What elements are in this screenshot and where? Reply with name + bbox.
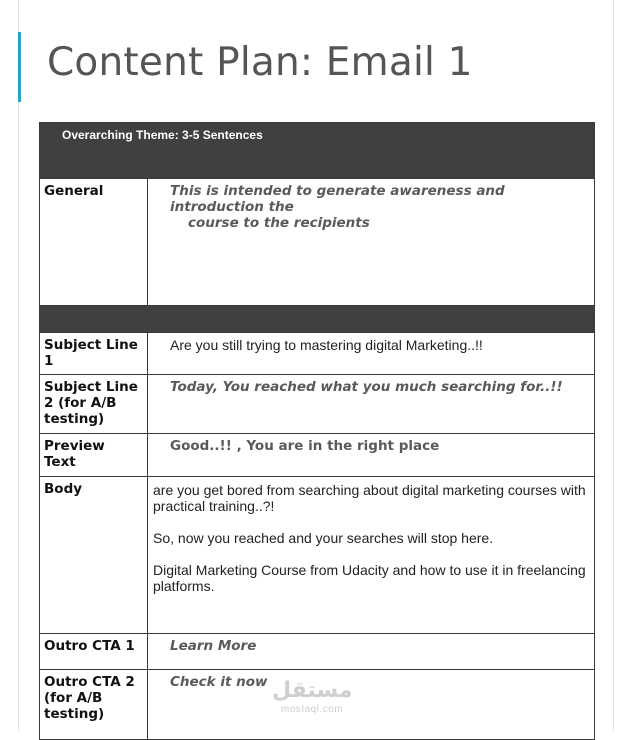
subject-line-2-row	[40, 375, 595, 434]
outro-cta-1-label: Outro CTA 1	[44, 638, 135, 654]
title-accent-bar	[18, 32, 21, 102]
body-paragraph-1: are you get bored from searching about digital marketing courses with practical training..?!	[153, 482, 586, 514]
general-text-line1: This is intended to generate awareness and introduction the	[170, 183, 505, 215]
general-row	[40, 179, 595, 306]
watermark-logo-text: مستقل	[272, 678, 353, 703]
section-divider-row	[40, 306, 595, 333]
body-text	[148, 477, 594, 594]
outro-cta-1-label-cell	[40, 634, 148, 670]
theme-header-cell	[40, 123, 595, 179]
general-value-cell[interactable]	[148, 179, 595, 306]
outro-cta-2-value: Check it now	[170, 674, 268, 690]
body-label-cell	[40, 477, 148, 634]
subject-line-1-value: Are you still trying to mastering digital Marketing..!!	[170, 337, 483, 353]
general-text	[148, 179, 594, 231]
subject-line-1-label-cell	[40, 333, 148, 375]
outro-cta-1-value-cell[interactable]	[148, 634, 595, 670]
subject-line-1-row	[40, 333, 595, 375]
body-value-cell[interactable]	[148, 477, 595, 634]
outro-cta-2-label: Outro CTA 2 (for A/B testing)	[44, 674, 135, 722]
subject-line-1-value-cell[interactable]	[148, 333, 595, 375]
general-label-cell	[40, 179, 148, 306]
theme-header-row	[40, 123, 595, 179]
subject-line-2-value: Today, You reached what you much searching for..!!	[170, 379, 563, 395]
page-title: Content Plan: Email 1	[47, 40, 473, 85]
subject-line-2-label: Subject Line 2 (for A/B testing)	[44, 379, 138, 427]
general-label: General	[44, 183, 104, 199]
outro-cta-1-row	[40, 634, 595, 670]
outro-cta-2-row	[40, 670, 595, 740]
subject-line-2-label-cell	[40, 375, 148, 434]
preview-text-value-cell[interactable]	[148, 434, 595, 477]
preview-text-row	[40, 434, 595, 477]
preview-text-label-cell	[40, 434, 148, 477]
body-paragraph-3: Digital Marketing Course from Udacity and how to use it in freelancing platforms.	[153, 562, 586, 594]
page-edge-right	[613, 0, 614, 731]
preview-text-label: Preview Text	[44, 438, 105, 470]
body-row	[40, 477, 595, 634]
theme-header-text: Overarching Theme: 3-5 Sentences	[62, 128, 263, 142]
subject-line-2-value-cell[interactable]	[148, 375, 595, 434]
outro-cta-2-value-cell[interactable]	[148, 670, 595, 740]
body-paragraph-2: So, now you reached and your searches will stop here.	[153, 530, 494, 546]
subject-line-1-label: Subject Line 1	[44, 337, 138, 369]
preview-text-value: Good..!! , You are in the right place	[170, 438, 440, 454]
outro-cta-2-label-cell	[40, 670, 148, 740]
page-edge-left	[18, 0, 19, 731]
watermark-url: mostaql.com	[280, 704, 344, 715]
section-divider-cell	[40, 306, 595, 333]
content-plan-table	[39, 122, 595, 740]
general-text-line2: course to the recipients	[188, 215, 370, 231]
body-label: Body	[44, 481, 83, 497]
outro-cta-1-value: Learn More	[170, 638, 257, 654]
